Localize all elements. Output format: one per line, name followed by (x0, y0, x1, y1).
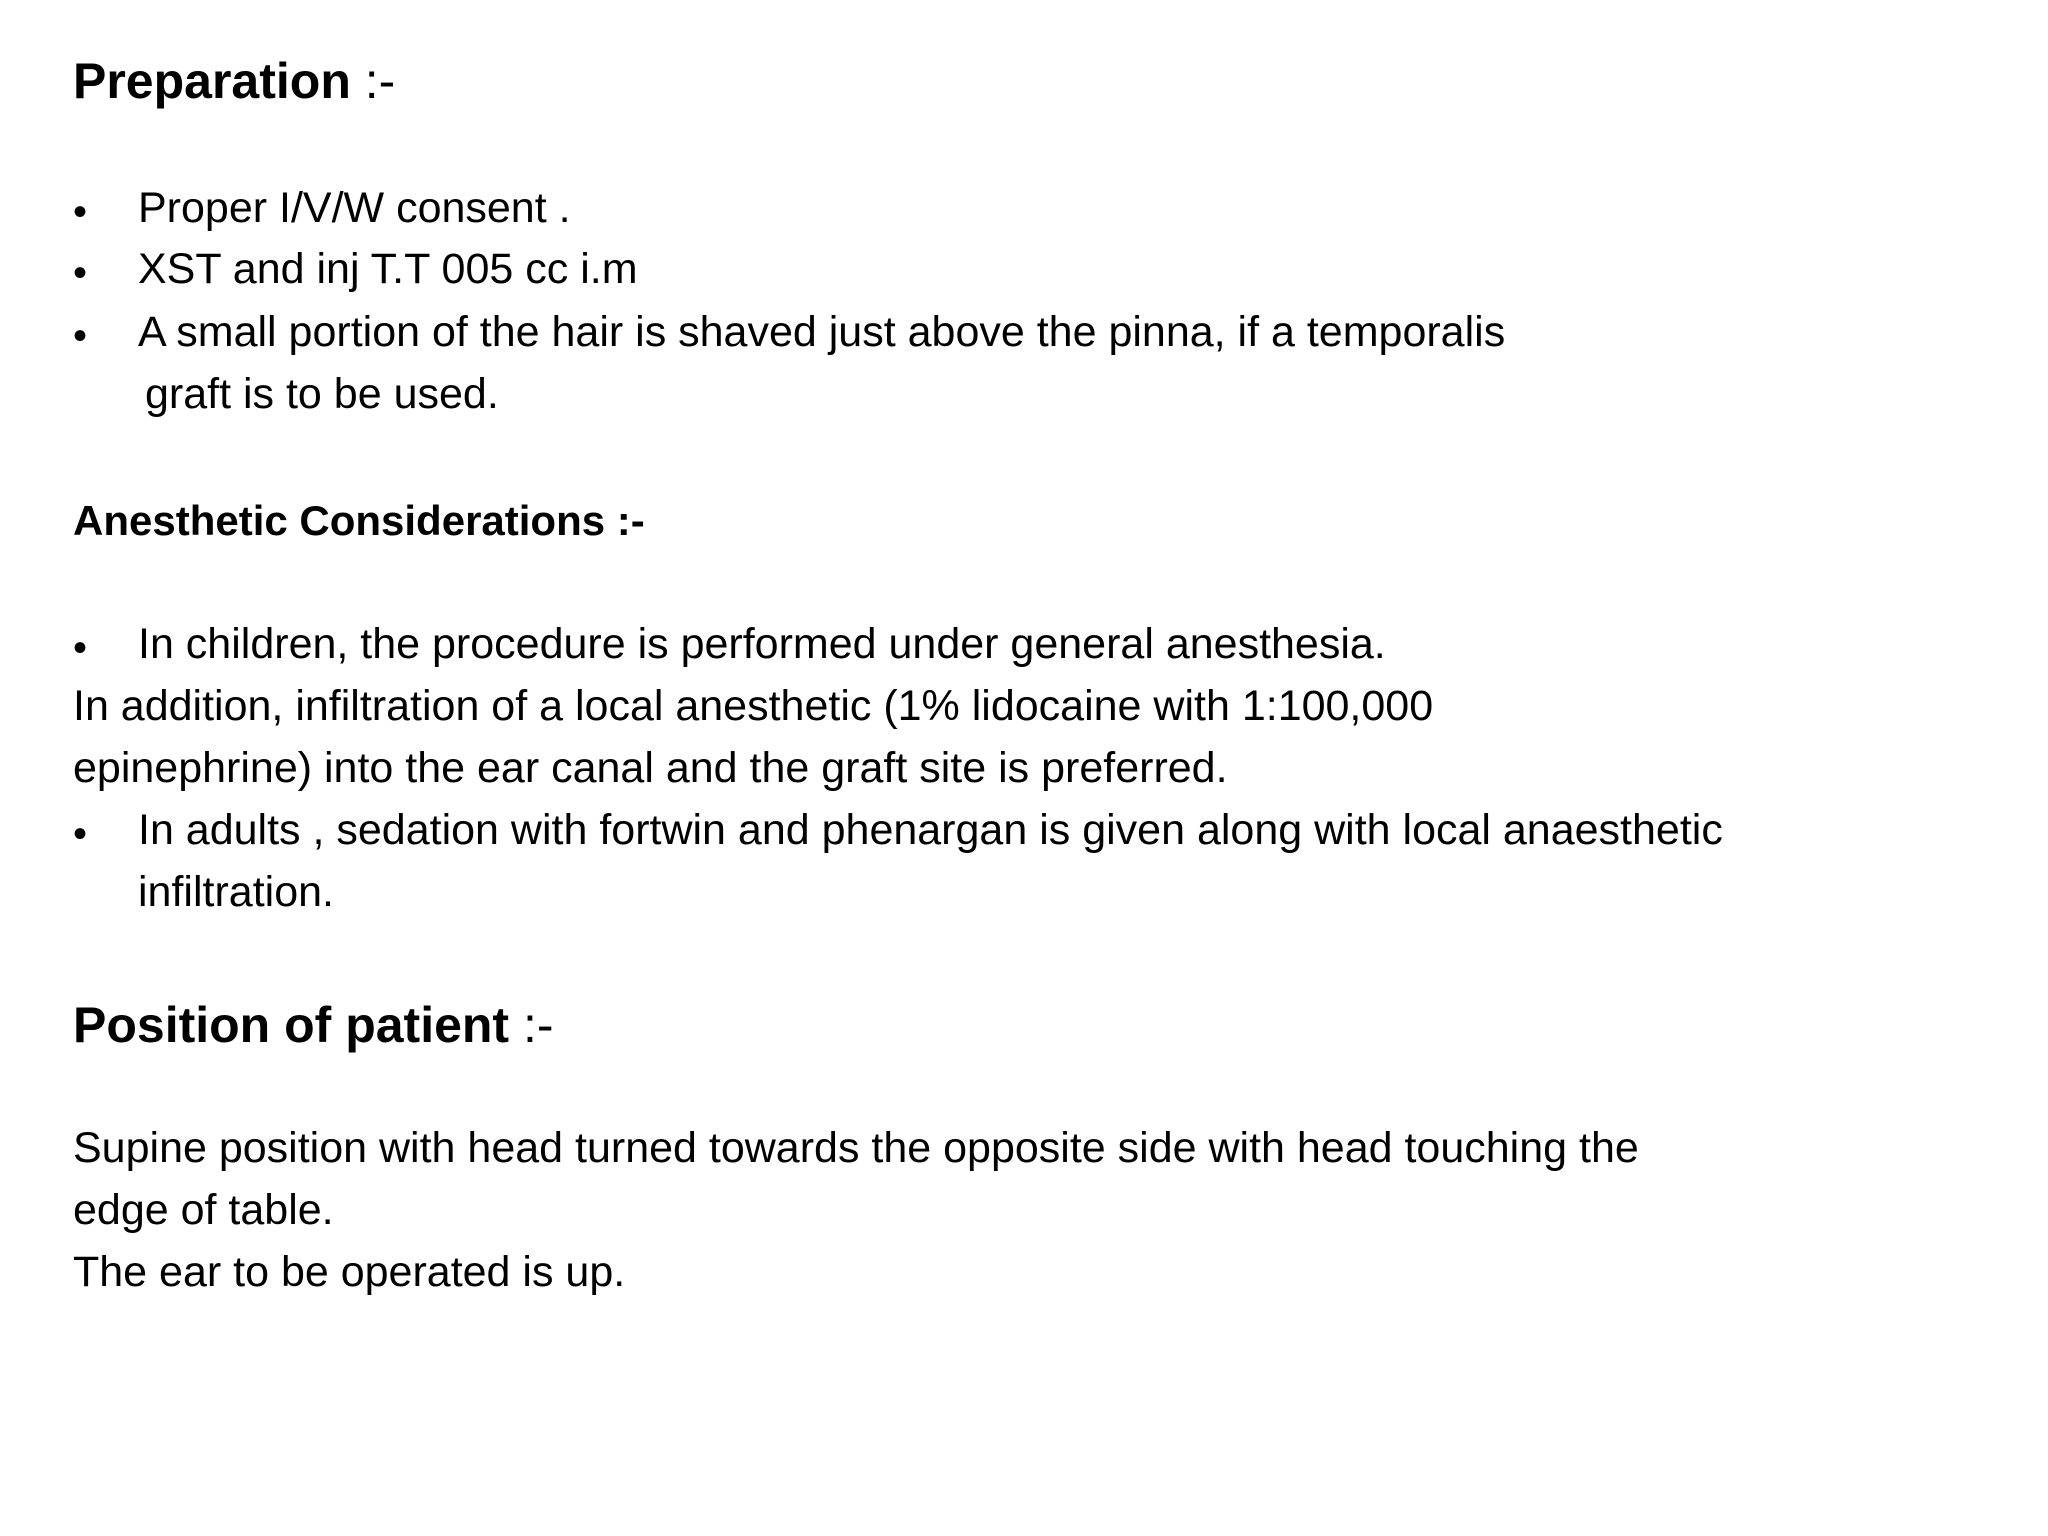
bullet-icon: • (73, 251, 88, 295)
bullet-icon: • (73, 812, 88, 856)
preparation-title: Preparation (73, 53, 351, 109)
bullet-icon: • (73, 314, 88, 358)
preparation-bullet-3: A small portion of the hair is shaved just above the pinna, if a temporalis (138, 308, 1506, 356)
position-line-3: The ear to be operated is up. (73, 1248, 626, 1296)
bullet-icon: • (73, 626, 88, 670)
anesthetic-bullet-2-continuation: infiltration. (138, 868, 334, 916)
anesthetic-paragraph-line-1: In addition, infiltration of a local anesthetic (1% lidocaine with 1:100,000 (73, 682, 1434, 730)
position-title: Position of patient (73, 997, 510, 1053)
position-suffix: :- (509, 997, 554, 1053)
preparation-bullet-2: XST and inj T.T 005 cc i.m (138, 245, 638, 293)
preparation-heading (73, 53, 396, 109)
position-heading (73, 997, 554, 1053)
anesthetic-paragraph-line-2: epinephrine) into the ear canal and the graft site is preferred. (73, 744, 1228, 792)
anesthetic-bullet-2: In adults , sedation with fortwin and phenargan is given along with local anaesthetic (138, 806, 1723, 854)
preparation-bullet-1: Proper I/V/W consent . (138, 184, 571, 232)
position-line-2: edge of table. (73, 1186, 334, 1234)
bullet-icon: • (73, 190, 88, 234)
anesthetic-bullet-1: In children, the procedure is performed under general anesthesia. (138, 620, 1386, 668)
anesthetic-heading: Anesthetic Considerations :- (73, 497, 645, 544)
preparation-bullet-3-continuation: graft is to be used. (145, 370, 499, 418)
position-line-1: Supine position with head turned towards the opposite side with head touching the (73, 1124, 1639, 1172)
preparation-suffix: :- (350, 53, 396, 109)
